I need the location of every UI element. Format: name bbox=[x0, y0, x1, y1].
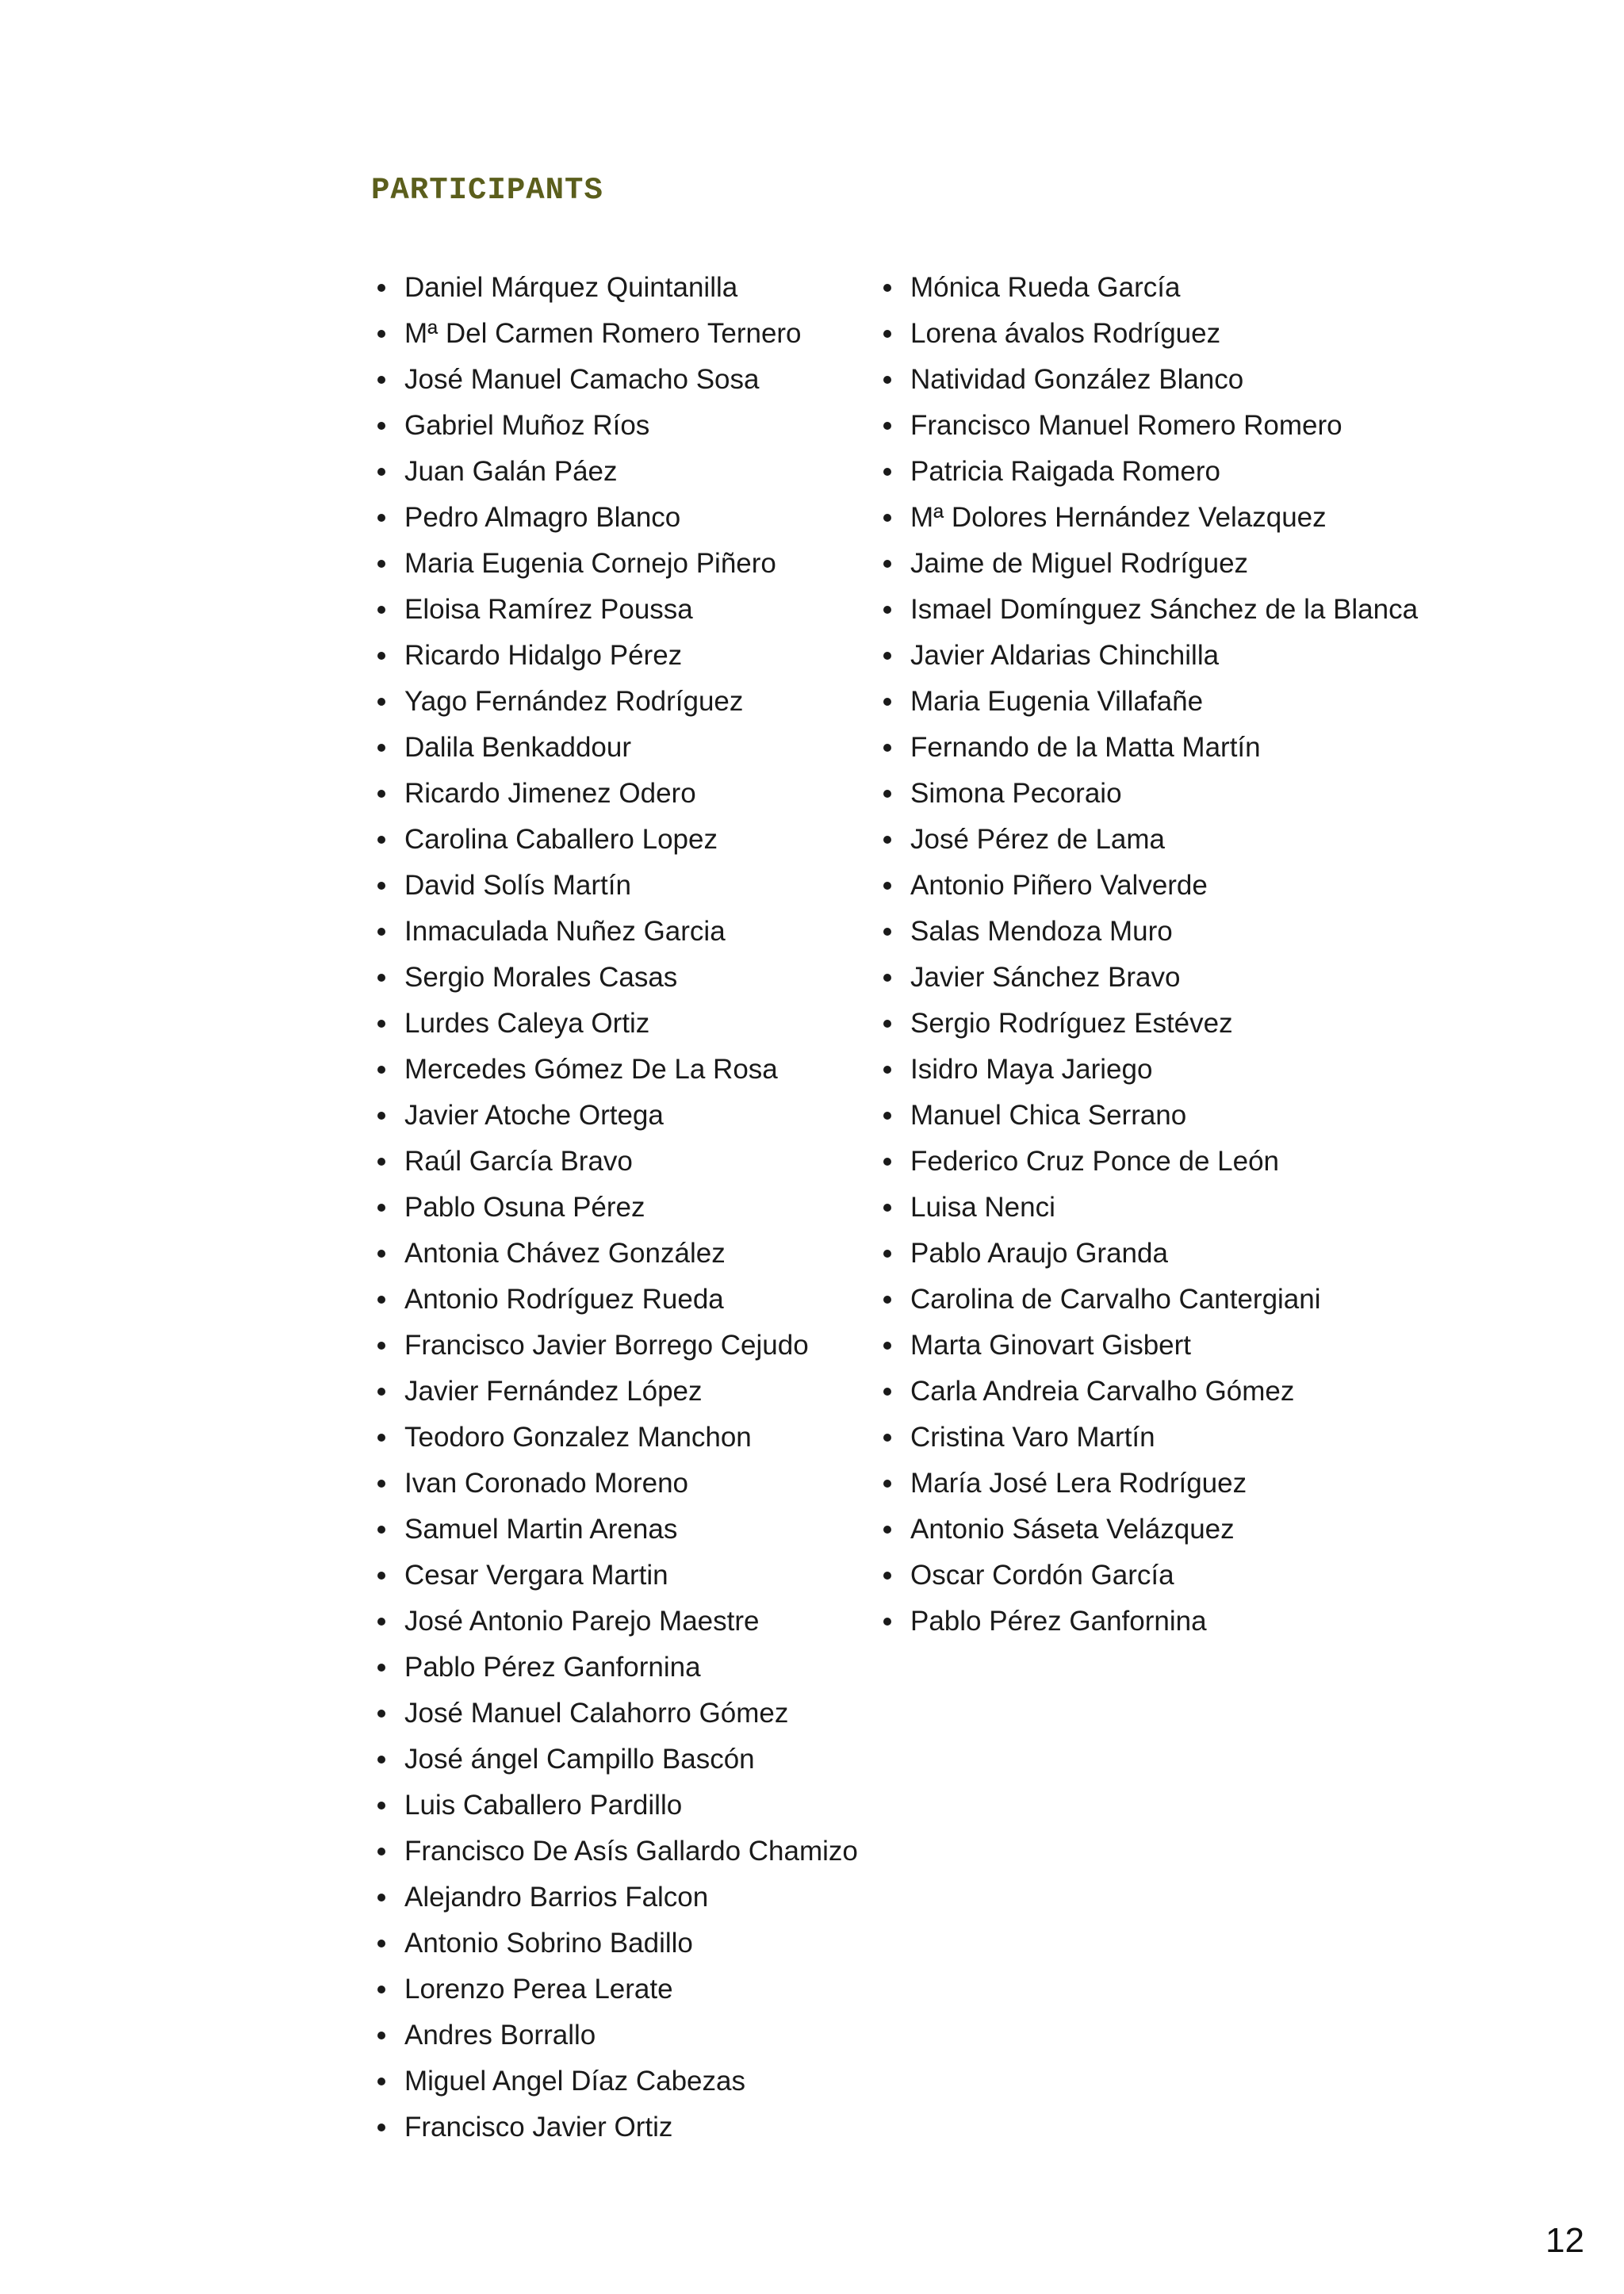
list-item: María José Lera Rodríguez bbox=[883, 1464, 1418, 1510]
list-item: Cristina Varo Martín bbox=[883, 1418, 1418, 1464]
list-item: Javier Sánchez Bravo bbox=[883, 958, 1418, 1004]
list-item: Francisco De Asís Gallardo Chamizo bbox=[377, 1832, 858, 1878]
list-item: Lurdes Caleya Ortiz bbox=[377, 1004, 858, 1050]
list-item: Maria Eugenia Villafañe bbox=[883, 682, 1418, 728]
list-item: Salas Mendoza Muro bbox=[883, 912, 1418, 958]
list-item: José ángel Campillo Bascón bbox=[377, 1740, 858, 1786]
list-item: Marta Ginovart Gisbert bbox=[883, 1326, 1418, 1372]
participants-list-right bbox=[883, 268, 1418, 1648]
list-item: Dalila Benkaddour bbox=[377, 728, 858, 774]
list-item: Mª Dolores Hernández Velazquez bbox=[883, 498, 1418, 544]
list-item: Javier Fernández López bbox=[377, 1372, 858, 1418]
list-item: Pablo Pérez Ganfornina bbox=[377, 1648, 858, 1694]
list-item: Isidro Maya Jariego bbox=[883, 1050, 1418, 1096]
page-number: 12 bbox=[1545, 2221, 1584, 2260]
list-item: Eloisa Ramírez Poussa bbox=[377, 590, 858, 636]
list-item: Pablo Osuna Pérez bbox=[377, 1188, 858, 1234]
list-item: Mercedes Gómez De La Rosa bbox=[377, 1050, 858, 1096]
list-item: Ricardo Jimenez Odero bbox=[377, 774, 858, 820]
list-item: Pedro Almagro Blanco bbox=[377, 498, 858, 544]
list-item: Fernando de la Matta Martín bbox=[883, 728, 1418, 774]
list-item: Teodoro Gonzalez Manchon bbox=[377, 1418, 858, 1464]
list-item: Yago Fernández Rodríguez bbox=[377, 682, 858, 728]
list-item: Ricardo Hidalgo Pérez bbox=[377, 636, 858, 682]
list-item: Antonio Piñero Valverde bbox=[883, 866, 1418, 912]
list-item: Andres Borrallo bbox=[377, 2016, 858, 2062]
list-item: Patricia Raigada Romero bbox=[883, 452, 1418, 498]
list-item: Cesar Vergara Martin bbox=[377, 1556, 858, 1602]
list-item: Francisco Javier Ortiz bbox=[377, 2108, 858, 2154]
list-item: Pablo Pérez Ganfornina bbox=[883, 1602, 1418, 1648]
list-item: José Antonio Parejo Maestre bbox=[377, 1602, 858, 1648]
list-item: Mª Del Carmen Romero Ternero bbox=[377, 314, 858, 360]
list-item: Antonia Chávez González bbox=[377, 1234, 858, 1280]
list-item: Antonio Sobrino Badillo bbox=[377, 1924, 858, 1970]
list-item: Antonio Rodríguez Rueda bbox=[377, 1280, 858, 1326]
list-item: Sergio Morales Casas bbox=[377, 958, 858, 1004]
list-item: Jaime de Miguel Rodríguez bbox=[883, 544, 1418, 590]
list-item: Daniel Márquez Quintanilla bbox=[377, 268, 858, 314]
list-item: Inmaculada Nuñez Garcia bbox=[377, 912, 858, 958]
list-item: Ismael Domínguez Sánchez de la Blanca bbox=[883, 590, 1418, 636]
list-item: Simona Pecoraio bbox=[883, 774, 1418, 820]
list-item: Mónica Rueda García bbox=[883, 268, 1418, 314]
list-item: José Pérez de Lama bbox=[883, 820, 1418, 866]
list-item: Sergio Rodríguez Estévez bbox=[883, 1004, 1418, 1050]
list-item: Oscar Cordón García bbox=[883, 1556, 1418, 1602]
list-item: Ivan Coronado Moreno bbox=[377, 1464, 858, 1510]
list-item: Gabriel Muñoz Ríos bbox=[377, 406, 858, 452]
list-item: Antonio Sáseta Velázquez bbox=[883, 1510, 1418, 1556]
list-item: Pablo Araujo Granda bbox=[883, 1234, 1418, 1280]
list-item: Manuel Chica Serrano bbox=[883, 1096, 1418, 1142]
list-item: Natividad González Blanco bbox=[883, 360, 1418, 406]
list-item: Luisa Nenci bbox=[883, 1188, 1418, 1234]
participants-list-left bbox=[377, 268, 858, 2154]
list-item: Maria Eugenia Cornejo Piñero bbox=[377, 544, 858, 590]
list-item: Javier Aldarias Chinchilla bbox=[883, 636, 1418, 682]
list-item: Carolina Caballero Lopez bbox=[377, 820, 858, 866]
list-item: Samuel Martin Arenas bbox=[377, 1510, 858, 1556]
list-item: Federico Cruz Ponce de León bbox=[883, 1142, 1418, 1188]
list-item: Juan Galán Páez bbox=[377, 452, 858, 498]
list-item: José Manuel Camacho Sosa bbox=[377, 360, 858, 406]
list-item: Lorena ávalos Rodríguez bbox=[883, 314, 1418, 360]
list-item: Miguel Angel Díaz Cabezas bbox=[377, 2062, 858, 2108]
list-item: Javier Atoche Ortega bbox=[377, 1096, 858, 1142]
list-item: Luis Caballero Pardillo bbox=[377, 1786, 858, 1832]
section-heading: PARTICIPANTS bbox=[371, 173, 603, 208]
list-item: Lorenzo Perea Lerate bbox=[377, 1970, 858, 2016]
list-item: Francisco Javier Borrego Cejudo bbox=[377, 1326, 858, 1372]
list-item: Carolina de Carvalho Cantergiani bbox=[883, 1280, 1418, 1326]
list-item: Carla Andreia Carvalho Gómez bbox=[883, 1372, 1418, 1418]
list-item: Alejandro Barrios Falcon bbox=[377, 1878, 858, 1924]
list-item: David Solís Martín bbox=[377, 866, 858, 912]
list-item: Francisco Manuel Romero Romero bbox=[883, 406, 1418, 452]
list-item: Raúl García Bravo bbox=[377, 1142, 858, 1188]
list-item: José Manuel Calahorro Gómez bbox=[377, 1694, 858, 1740]
